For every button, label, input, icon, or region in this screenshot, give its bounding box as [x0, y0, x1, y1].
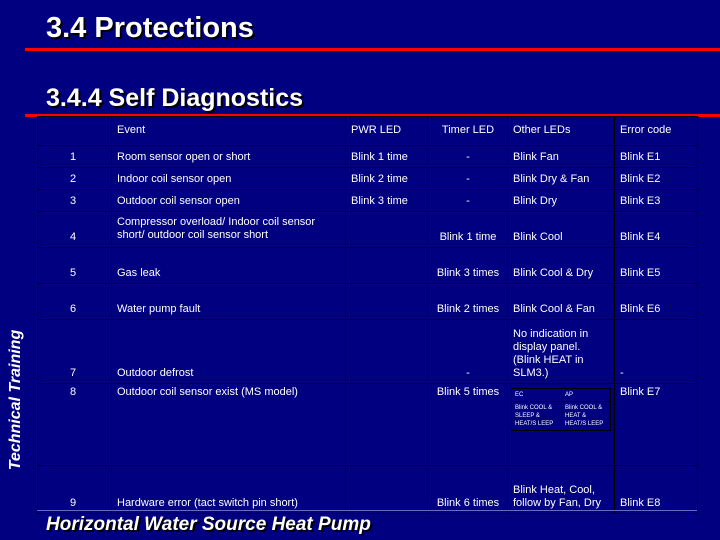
row-event: Outdoor coil sensor exist (MS model): [112, 384, 346, 466]
row-other-leds: Blink Fan: [508, 146, 615, 168]
row-event: Gas leak: [112, 248, 346, 284]
footer-divider: [37, 510, 697, 511]
row-number: 1: [38, 146, 112, 168]
row-timer-led: Blink 2 times: [428, 284, 508, 320]
row-event: Outdoor defrost: [112, 320, 346, 384]
table-row: [38, 168, 698, 190]
row-error-code: Blink E2: [615, 168, 698, 190]
table-row: [38, 466, 698, 514]
subtable-cell-ap: Blink COOL & HEAT & HEAT/S LEEP: [561, 402, 610, 431]
row-pwr-led: [346, 212, 428, 248]
row-event: Compressor overload/ Indoor coil sensor short/ outdoor coil sensor short: [112, 212, 346, 248]
row-other-leds: Blink Dry: [508, 190, 615, 212]
row-pwr-led: Blink 2 time: [346, 168, 428, 190]
row-error-code: Blink E7: [615, 384, 698, 466]
row-pwr-led: [346, 284, 428, 320]
row-pwr-led: Blink 1 time: [346, 146, 428, 168]
table-row: [38, 320, 698, 384]
header-timer-led: Timer LED: [428, 117, 508, 146]
row-error-code: Blink E4: [615, 212, 698, 248]
subtable-cell-ec: Blink COOL & SLEEP & HEAT/S LEEP: [512, 402, 562, 431]
header-event: Event: [112, 117, 346, 146]
table-row: [38, 146, 698, 168]
table-row: [38, 248, 698, 284]
header-num: [38, 117, 112, 146]
row-number: 4: [38, 212, 112, 248]
row-timer-led: -: [428, 146, 508, 168]
row-timer-led: Blink 1 time: [428, 212, 508, 248]
row-number: 6: [38, 284, 112, 320]
row-error-code: -: [615, 320, 698, 384]
row-timer-led: -: [428, 190, 508, 212]
row-pwr-led: [346, 466, 428, 514]
row-number: 3: [38, 190, 112, 212]
header-pwr-led: PWR LED: [346, 117, 428, 146]
row-number: 9: [38, 466, 112, 514]
row-event: Outdoor coil sensor open: [112, 190, 346, 212]
row-other-leds: [508, 384, 615, 466]
row-error-code: Blink E6: [615, 284, 698, 320]
row-other-leds: No indication in display panel. (Blink HEAT in SLM3.): [508, 320, 615, 384]
row-number: 7: [38, 320, 112, 384]
row-number: 5: [38, 248, 112, 284]
header-other-leds: Other LEDs: [508, 117, 615, 146]
section-title: 3.4.4 Self Diagnostics: [46, 84, 304, 112]
row-event: Hardware error (tact switch pin short): [112, 466, 346, 514]
table-row: [38, 190, 698, 212]
row-number: 2: [38, 168, 112, 190]
self-diagnostics-table: [37, 116, 698, 514]
table-row: [38, 384, 698, 466]
row-timer-led: Blink 3 times: [428, 248, 508, 284]
row-event: Room sensor open or short: [112, 146, 346, 168]
row-error-code: Blink E5: [615, 248, 698, 284]
row-timer-led: -: [428, 320, 508, 384]
row-other-leds: Blink Dry & Fan: [508, 168, 615, 190]
row-number: 8: [38, 384, 112, 466]
side-label: Technical Training: [7, 329, 24, 471]
title-rule: [25, 48, 720, 51]
row-pwr-led: [346, 320, 428, 384]
row-event: Indoor coil sensor open: [112, 168, 346, 190]
row-other-leds: Blink Heat, Cool, follow by Fan, Dry: [508, 466, 615, 514]
row-pwr-led: Blink 3 time: [346, 190, 428, 212]
row-pwr-led: [346, 248, 428, 284]
row-timer-led: -: [428, 168, 508, 190]
row-error-code: Blink E3: [615, 190, 698, 212]
row-error-code: Blink E8: [615, 466, 698, 514]
row-other-leds: Blink Cool: [508, 212, 615, 248]
subtable-header-ec: EC: [512, 389, 562, 402]
footer-title: Horizontal Water Source Heat Pump: [46, 514, 371, 535]
row-event: Water pump fault: [112, 284, 346, 320]
table-row: [38, 212, 698, 248]
row-timer-led: Blink 6 times: [428, 466, 508, 514]
row-timer-led: Blink 5 times: [428, 384, 508, 466]
table-header-row: [38, 117, 698, 146]
table-row: [38, 284, 698, 320]
header-error-code: Error code: [615, 117, 698, 146]
row-other-leds: Blink Cool & Fan: [508, 284, 615, 320]
row-error-code: Blink E1: [615, 146, 698, 168]
model-subtable: [511, 388, 611, 431]
row-other-leds: Blink Cool & Dry: [508, 248, 615, 284]
slide-title: 3.4 Protections: [46, 12, 254, 44]
row-pwr-led: [346, 384, 428, 466]
subtable-header-ap: AP: [561, 389, 610, 402]
